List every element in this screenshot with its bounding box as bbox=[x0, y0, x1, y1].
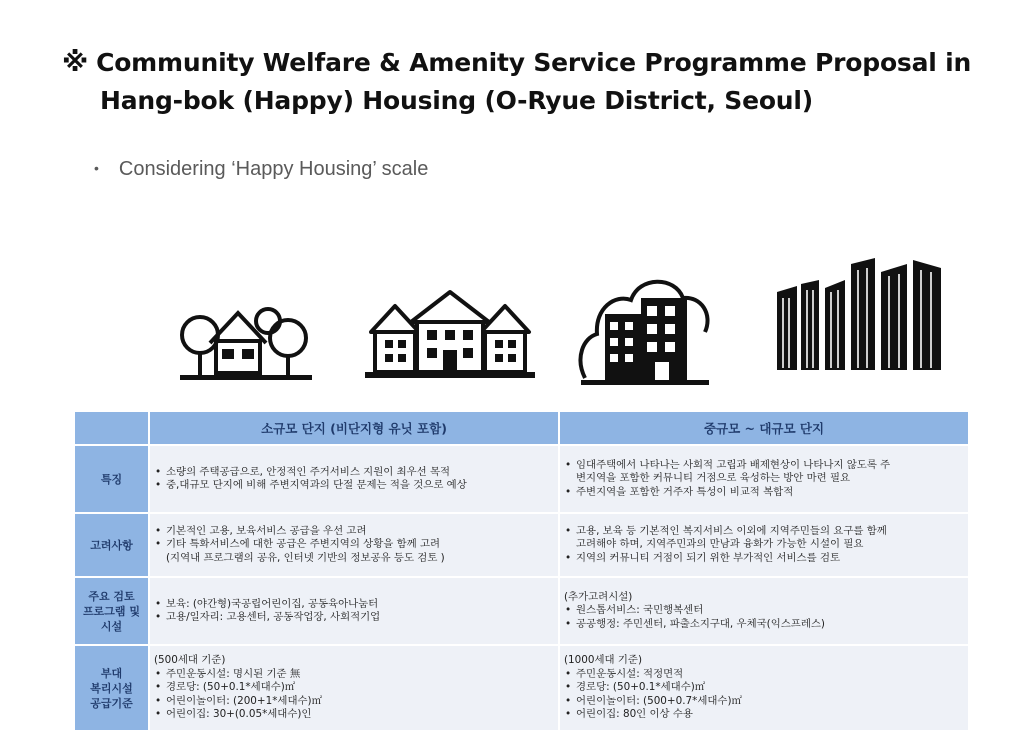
table-row-programs bbox=[74, 577, 969, 645]
subtitle-text: Considering ‘Happy Housing’ scale bbox=[118, 158, 429, 180]
cell-large bbox=[559, 445, 969, 513]
list-item: • 어린이놀이터: (200+1*세대수)㎡ bbox=[154, 695, 552, 709]
cell-large bbox=[559, 513, 969, 577]
cell-small bbox=[149, 577, 559, 645]
list-item: • 지역의 커뮤니티 거점이 되기 위한 부가적인 서비스를 검토 bbox=[564, 552, 962, 566]
list-item: • 기타 특화서비스에 대한 공급은 주변지역의 상황을 함께 고려 bbox=[154, 538, 552, 552]
table-row-characteristics bbox=[74, 445, 969, 513]
table-row-facility-standards bbox=[74, 645, 969, 731]
welfare-comparison-table bbox=[73, 410, 970, 732]
list-item: • 주변지역을 포함한 거주자 특성이 비교적 복합적 bbox=[564, 486, 962, 500]
list-item-continued: (지역내 프로그램의 공유, 인터넷 기반의 정보공유 등도 검토 ) bbox=[166, 551, 445, 564]
list-item: • 어린이집: 80인 이상 수용 bbox=[564, 708, 962, 722]
title-line-1: Community Welfare & Amenity Service Programme Proposal in bbox=[96, 48, 972, 77]
list-item: • 임대주택에서 나타나는 사회적 고립과 배제현상이 나타나지 않도록 주 bbox=[564, 459, 962, 473]
list-item: • 소량의 주택공급으로, 안정적인 주거서비스 지원이 최우선 목적 bbox=[154, 466, 552, 480]
list-item: • 원스톱서비스: 국민행복센터 bbox=[564, 604, 962, 618]
list-item: • 주민운동시설: 명시된 기준 無 bbox=[154, 668, 552, 682]
header-corner bbox=[74, 411, 149, 445]
row-label bbox=[74, 645, 149, 731]
table-header-row bbox=[74, 411, 969, 445]
subtitle-bullet: • bbox=[94, 160, 99, 176]
cell-note: (추가고려시설) bbox=[564, 590, 633, 603]
row-label bbox=[74, 577, 149, 645]
row-label: 특징 bbox=[74, 445, 149, 513]
cell-small bbox=[149, 445, 559, 513]
row-label-line: 부대 bbox=[100, 666, 123, 680]
row-label-line: 시설 bbox=[100, 619, 123, 633]
list-item: • 주민운동시설: 적정면적 bbox=[564, 668, 962, 682]
list-item: • 중,대규모 단지에 비해 주변지역과의 단절 문제는 적을 것으로 예상 bbox=[154, 479, 552, 493]
reference-mark: ※ bbox=[62, 47, 89, 78]
list-item: • 어린이놀이터: (500+0.7*세대수)㎡ bbox=[564, 695, 962, 709]
list-item: • 경로당: (50+0.1*세대수)㎡ bbox=[154, 681, 552, 695]
housing-scale-icons bbox=[160, 258, 960, 393]
title-line-2: Hang-bok (Happy) Housing (O-Ryue District, Seoul) bbox=[100, 86, 813, 115]
list-item-continued: 고려해야 하며, 지역주민과의 만남과 융화가 가능한 시설이 필요 bbox=[576, 538, 864, 551]
cell-small bbox=[149, 513, 559, 577]
list-item: • 어린이집: 30+(0.05*세대수)인 bbox=[154, 708, 552, 722]
table-row-considerations bbox=[74, 513, 969, 577]
list-item-continued: 변지역을 포함한 커뮤니티 거점으로 육성하는 방안 마련 필요 bbox=[576, 472, 851, 485]
list-item: • 기본적인 고용, 보육서비스 공급을 우선 고려 bbox=[154, 525, 552, 539]
apartment-buildings-icon bbox=[575, 268, 715, 393]
row-label-line: 주요 검토 bbox=[88, 589, 135, 603]
row-label: 고려사항 bbox=[74, 513, 149, 577]
highrise-towers-icon bbox=[775, 258, 945, 383]
list-item: • 보육: (야간형)국공립어린이집, 공동육아나눔터 bbox=[154, 598, 552, 612]
row-label-line: 공급기준 bbox=[90, 696, 133, 710]
slide-title bbox=[62, 44, 992, 120]
header-small-scale: 소규모 단지 (비단지형 유닛 포함) bbox=[149, 411, 559, 445]
list-item: • 공공행정: 주민센터, 파출소지구대, 우체국(익스프레스) bbox=[564, 618, 962, 632]
cell-large bbox=[559, 645, 969, 731]
header-large-scale: 중규모 ~ 대규모 단지 bbox=[559, 411, 969, 445]
list-item: • 경로당: (50+0.1*세대수)㎡ bbox=[564, 681, 962, 695]
row-label-line: 프로그램 및 bbox=[83, 604, 140, 618]
row-label-line: 복리시설 bbox=[90, 681, 133, 695]
list-item: • 고용/일자리: 고용센터, 공동작업장, 사회적기업 bbox=[154, 611, 552, 625]
townhouse-icon bbox=[365, 288, 535, 380]
list-item: • 고용, 보육 등 기본적인 복지서비스 이외에 지역주민들의 요구를 함께 bbox=[564, 525, 962, 539]
subtitle bbox=[94, 158, 428, 181]
cell-note: (500세대 기준) bbox=[154, 654, 226, 667]
cell-small bbox=[149, 645, 559, 731]
houses-icon bbox=[170, 283, 320, 388]
cell-large bbox=[559, 577, 969, 645]
cell-note: (1000세대 기준) bbox=[564, 654, 643, 667]
